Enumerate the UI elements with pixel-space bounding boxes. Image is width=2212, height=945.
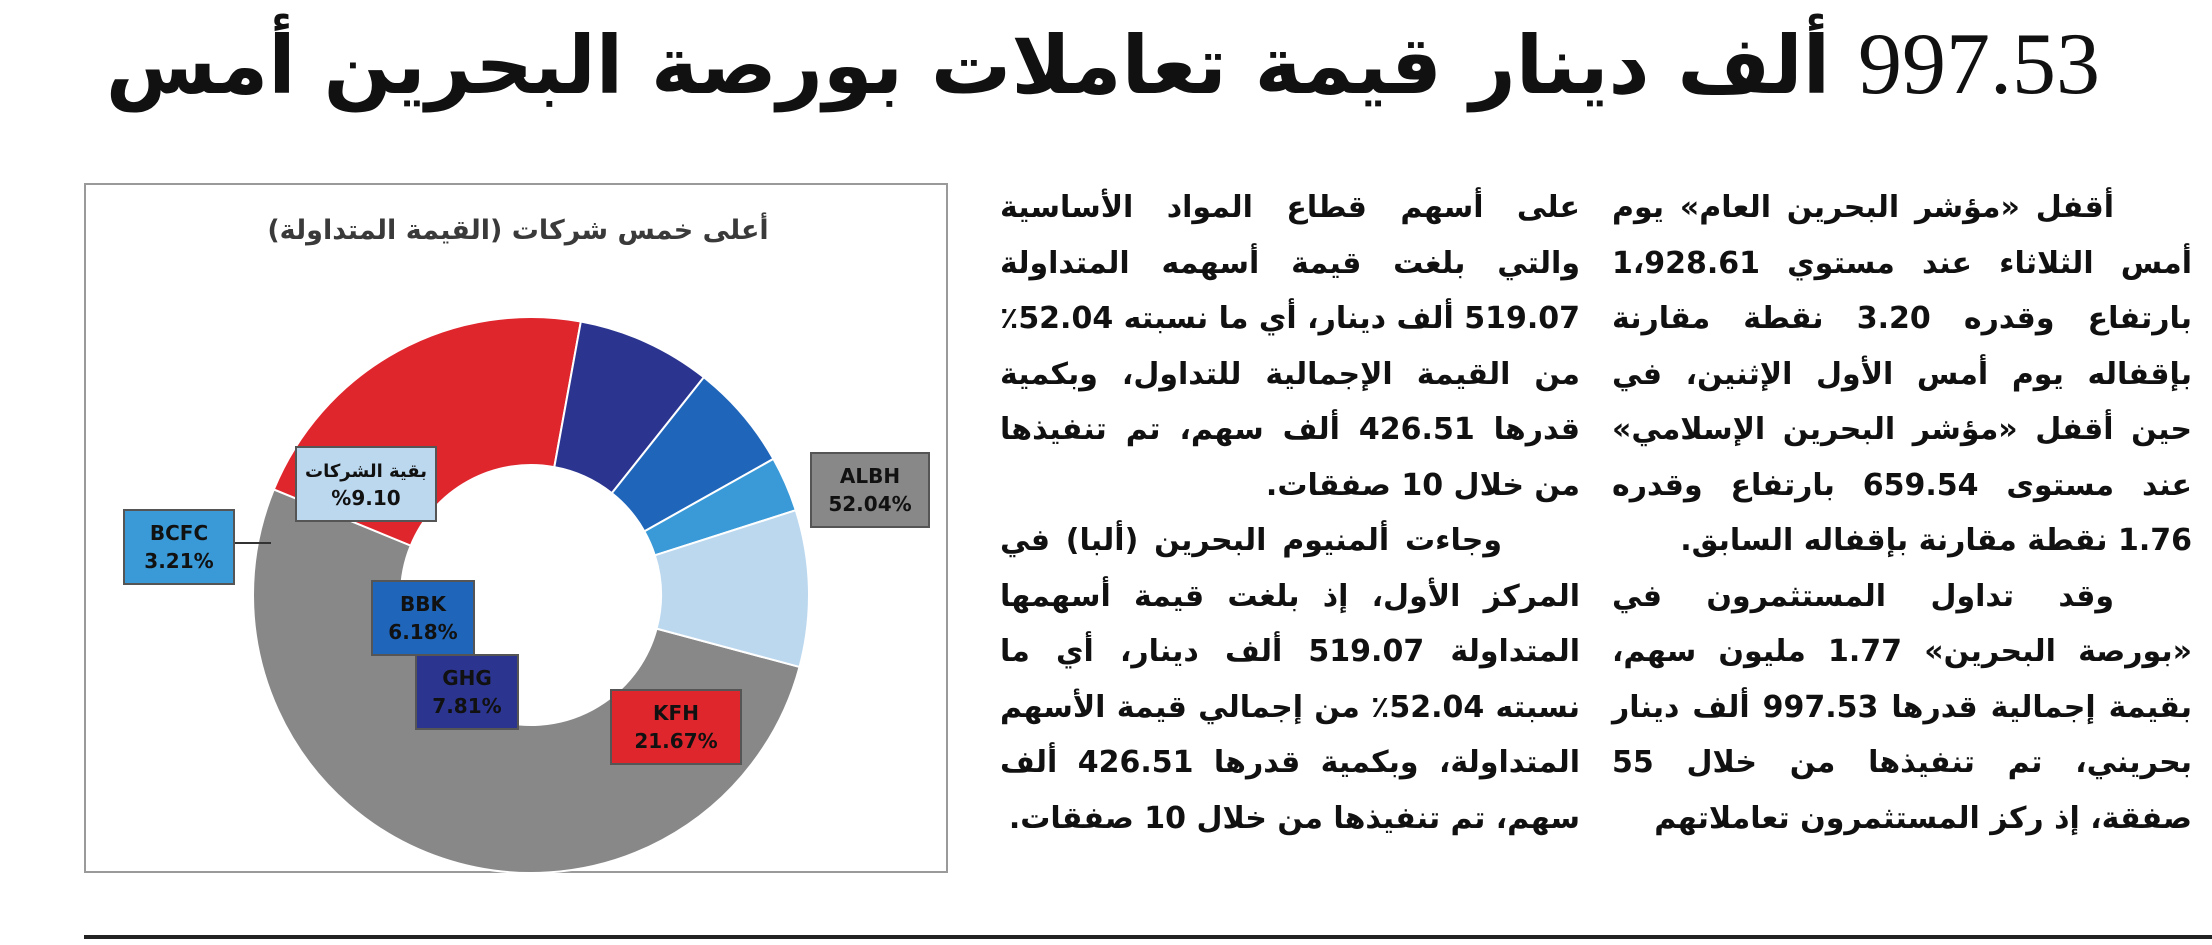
article-paragraph: وجاءت ألمنيوم البحرين (ألبا) في المركز الأول، إذ بلغت قيمة أسهمها المتداولة 519.07 ألف دينار، أي ما نسبته 52.04٪ من إجمالي قيمة الأسهم المتداولة، وبكمية قدرها 426.51 ألف سهم، تم تنفيذها من خلال 10 صفقات. [1000, 523, 1580, 836]
slice-label: بقية الشركات [304, 461, 428, 482]
headline-number: 997.53 [1858, 16, 2100, 113]
slice-label: BCFC [149, 521, 209, 545]
slice-value-label: 3.21% [144, 549, 214, 573]
slice-value-label: %9.10 [331, 486, 401, 510]
slice-label: KFH [653, 701, 699, 725]
slice-label-group [811, 453, 929, 527]
article-paragraph: وقد تداول المستثمرون في «بورصة البحرين» 1.77 مليون سهم، بقيمة إجمالية قدرها 997.53 ألف دينار بحريني، تم تنفيذها من خلال 55 صفقة، إذ ركز المستثمرون تعاملاتهم [1612, 578, 2192, 836]
donut-chart [86, 185, 950, 875]
slice-value-label: 21.67% [634, 729, 718, 753]
chart-panel [84, 183, 948, 873]
article-paragraph: على أسهم قطاع المواد الأساسية والتي بلغت قيمة أسهمه المتداولة 519.07 ألف دينار، أي ما نسبته 52.04٪ من القيمة الإجمالية للتداول، وبكمية قدرها 426.51 ألف سهم، تم تنفيذها من خلال 10 صفقات. [1000, 190, 1580, 503]
slice-label-group [416, 655, 518, 729]
article-column-right [1612, 180, 2192, 880]
slice-label: GHG [442, 666, 492, 690]
slice-label: ALBH [839, 464, 901, 488]
headline-text: ألف دينار قيمة تعاملات بورصة البحرين أمس [105, 19, 1831, 112]
article-paragraph: أقفل «مؤشر البحرين العام» يوم أمس الثلاثاء عند مستوي 1،928.61 بارتفاع وقدره 3.20 نقطة مقارنة بإقفاله يوم أمس الأول الإثنين، في حين أقفل «مؤشر البحرين الإسلامي» عند مستوى 659.54 بارتفاع وقدره 1.76 نقطة مقارنة بإقفاله السابق. [1612, 190, 2193, 558]
headline [105, 0, 2100, 130]
bottom-rule [84, 935, 2212, 939]
article-column-middle [1000, 180, 1580, 880]
slice-label: BBK [400, 592, 446, 616]
slice-value-label: 52.04% [828, 492, 912, 516]
slice-label-group [124, 510, 234, 584]
slice-value-label: 7.81% [432, 694, 502, 718]
slice-label-group [611, 690, 741, 764]
chart-title: أعلى خمس شركات (القيمة المتداولة) [267, 215, 769, 246]
slice-value-label: 6.18% [388, 620, 458, 644]
slice-label-group [296, 447, 436, 521]
slice-label-group [372, 581, 474, 655]
